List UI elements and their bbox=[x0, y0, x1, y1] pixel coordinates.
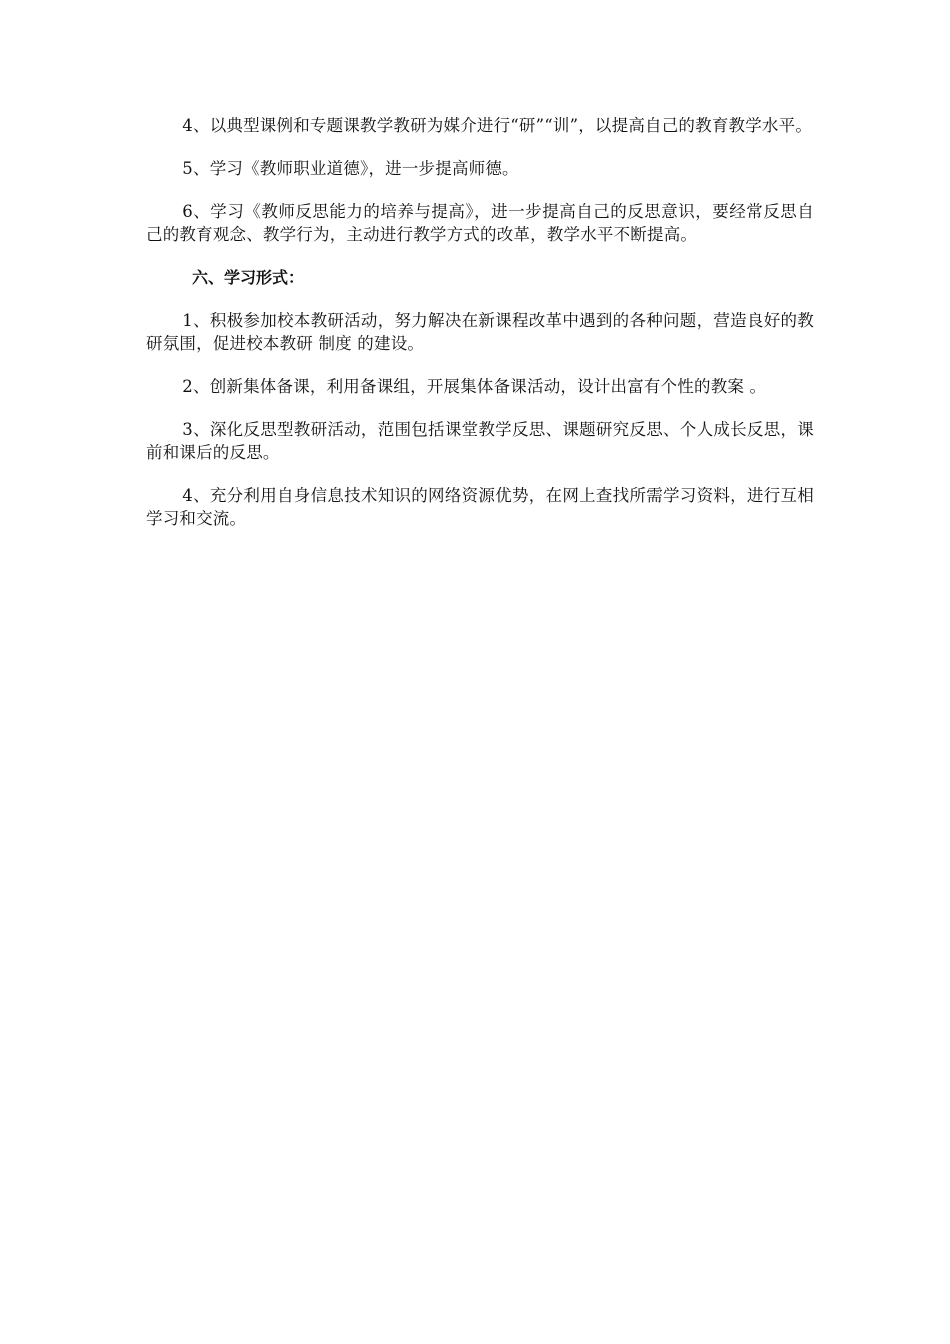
paragraph-item-4-typical-lessons: 4、以典型课例和专题课教学教研为媒介进行“研”“训”，以提高自己的教育教学水平。 bbox=[182, 116, 813, 135]
paragraph-item-5-teacher-ethics: 5、学习《教师职业道德》，进一步提高师德。 bbox=[182, 159, 519, 178]
paragraph-form-1-school-research: 1、积极参加校本教研活动，努力解决在新课程改革中遇到的各种问题，营造良好的教研氛围，促进校本教研 制度 的建设。 bbox=[146, 311, 814, 353]
paragraph-form-4-online-resources: 4、充分利用自身信息技术知识的网络资源优势，在网上查找所需学习资料，进行互相学习和交流。 bbox=[146, 486, 814, 528]
document-body bbox=[146, 114, 814, 550]
paragraph-item-6-reflection-ability: 6、学习《教师反思能力的培养与提高》，进一步提高自己的反思意识，要经常反思自己的教育观念、教学行为，主动进行教学方式的改革，教学水平不断提高。 bbox=[146, 202, 814, 244]
paragraph-form-2-collective-prep: 2、创新集体备课，利用备课组，开展集体备课活动，设计出富有个性的教案 。 bbox=[182, 377, 767, 396]
section-heading-learning-forms: 六、学习形式： bbox=[192, 268, 305, 287]
paragraph-form-3-reflective-research: 3、深化反思型教研活动，范围包括课堂教学反思、课题研究反思、个人成长反思，课前和课后的反思。 bbox=[146, 420, 814, 462]
